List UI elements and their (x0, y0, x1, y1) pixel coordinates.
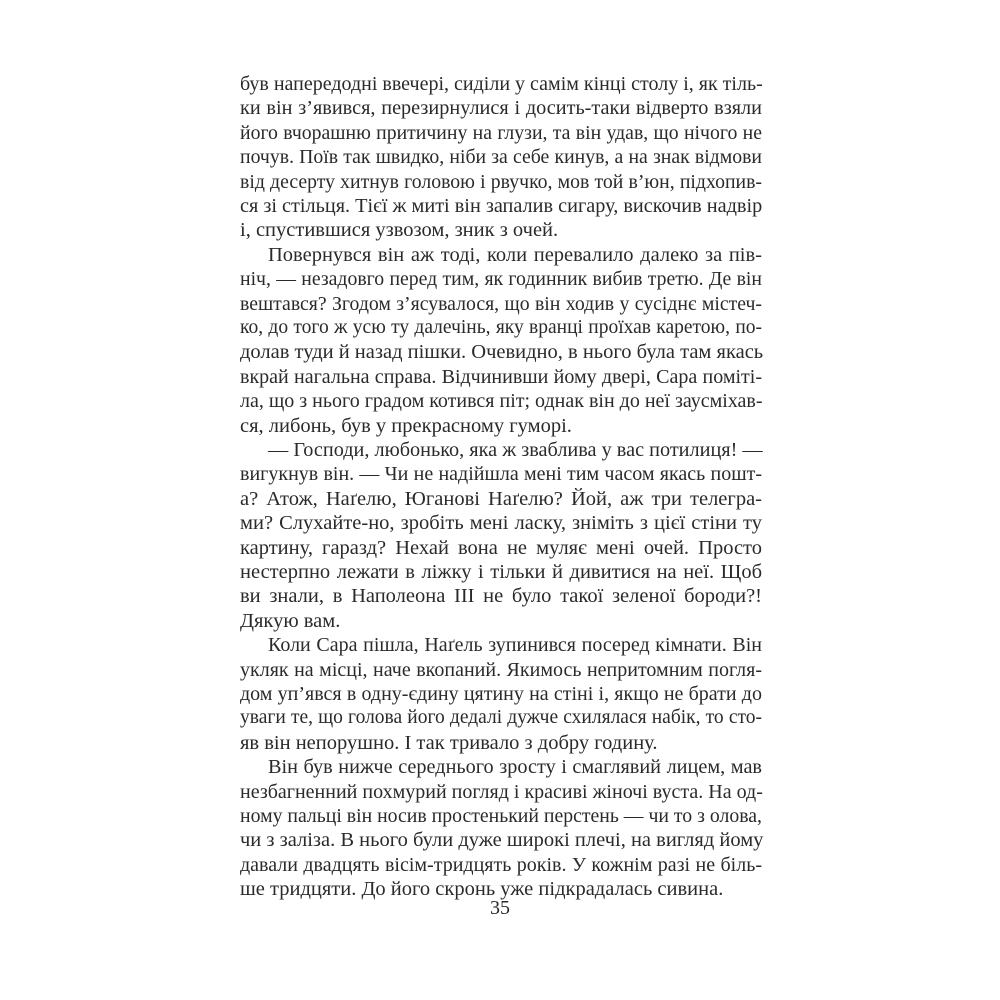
text-line: давали двадцять вісім-тридцять років. У кожнім разі не біль- (240, 853, 762, 876)
text-line: Він був нижче середнього зросту і смаглявий лицем, мав (268, 756, 762, 779)
text-line: був напередодні ввечері, сиділи у самім кінці столу і, як тіль- (240, 73, 763, 95)
text-line: ла, що з нього градом котився піт; однак він до неї заусміхав- (240, 390, 763, 413)
text-line: ному пальці він носив простенький перстень — чи то з олова, (240, 805, 762, 827)
text-line: картину, гаразд? Нехай вона не муляє мені очей. Просто (240, 536, 762, 559)
text-line: його вчорашню притичину на глузи, та він удав, що нічого не (240, 121, 762, 144)
text-line: вигукнув він. — Чи не надійшла мені тим часом якась пошт- (240, 463, 762, 486)
text-line: почув. Поїв так швидко, ніби за себе кинув, а на знак відмови (240, 146, 762, 169)
text-line: ко, до того ж усю ту далечінь, яку вранці проїхав каретою, по- (240, 317, 762, 338)
text-line: і, спустившися узвозом, зник з очей. (240, 219, 559, 242)
text-line: — Господи, любонько, яка ж зваблива у вас потилиця! — (268, 439, 763, 461)
text-line: вештався? Згодом з’ясувалося, що він ходив у сусіднє містеч- (240, 292, 762, 315)
page-number: 35 (490, 897, 510, 919)
text-line: яв він непорушно. І так тривало з добру годину. (240, 731, 658, 754)
text-line: дом уп’явся в одну-єдину цятину на стіні і, якщо не брати до (240, 683, 762, 705)
text-line: нестерпно лежати в ліжку і тільки й дивитися на неї. Щоб (240, 561, 762, 583)
text-line: уваги те, що голова його дедалі дужче схилялася набік, то сто- (240, 707, 762, 729)
text-line: долав туди й назад пішки. Очевидно, в нього була там якась (240, 341, 764, 364)
text-line: від десерту хитнув головою і рвучко, мов той в’юн, підхопив- (240, 170, 762, 193)
text-line: ви знали, в Наполеона III не було такої зеленої бороди?! (240, 585, 762, 608)
text-line: ся зі стільця. Тієї ж миті він запалив сигару, вискочив надвір (240, 195, 763, 217)
text-line: укляк на місці, наче вкопаний. Якимось непритомним погля- (240, 658, 762, 681)
text-line: Повернувся він аж тоді, коли перевалило далеко за пів- (268, 243, 762, 266)
text-line: а? Атож, Наґелю, Югановi Наґелю? Йой, аж три телегра- (240, 487, 762, 510)
text-line: ся, либонь, був у прекрасному гуморі. (240, 414, 572, 437)
text-line: ше тридцяти. До його скронь уже підкрадалась сивина. (240, 878, 724, 901)
text-line: ми? Слухайте-но, зробіть мені ласку, зніміть з цієї стіни ту (240, 512, 762, 535)
text-line: незбагненний похмурий погляд і красиві жіночі вуста. На од- (240, 780, 763, 803)
text-line: вкрай нагальна справа. Відчинивши йому двері, Сара поміті- (240, 365, 762, 388)
text-line: чи з заліза. В нього були дуже широкі плечі, на вигляд йому (240, 829, 764, 852)
text-line: Дякую вам. (240, 609, 341, 632)
text-line: ніч, — незадовго перед тим, як годинник вибив третю. Де він (240, 268, 762, 291)
text-line: ки він з’явився, перезирнулися і досить-таки відверто взяли (240, 97, 762, 120)
text-line: Коли Сара пішла, Наґель зупинився посеред кімнати. Він (268, 634, 762, 657)
